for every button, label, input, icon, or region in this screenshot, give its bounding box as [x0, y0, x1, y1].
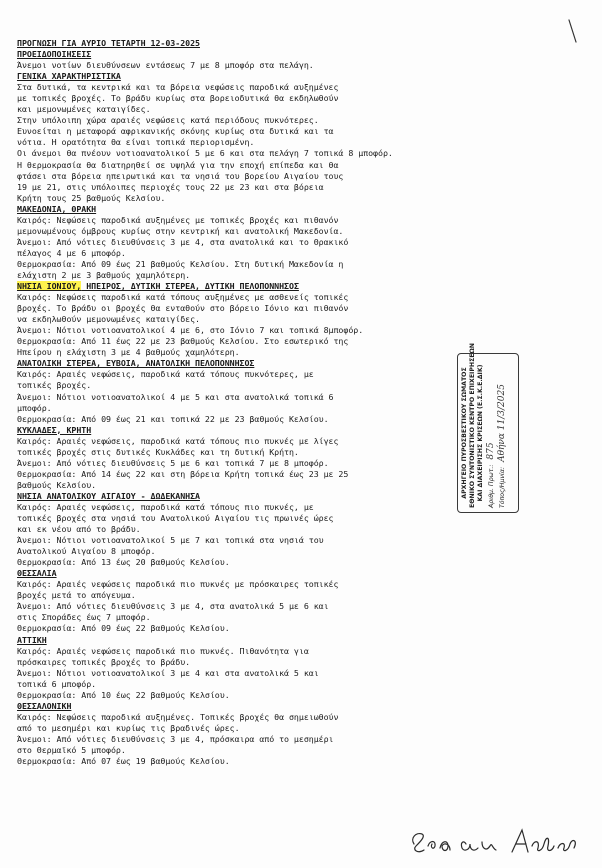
- text-line: Θερμοκρασία: Από 14 έως 22 και στη βόρεια Κρήτη τοπικά έως 23 με 25: [17, 468, 349, 479]
- stamp-protocol-number: [487, 358, 496, 508]
- text-line: Η θερμοκρασία θα διατηρηθεί σε υψηλά για την εποχή επίπεδα και θα: [17, 159, 339, 170]
- text-line: τοπικές βροχές.: [17, 380, 92, 391]
- text-line: Θερμοκρασία: Από 07 έως 19 βαθμούς Κελσίου.: [17, 756, 230, 767]
- text-line: Καιρός: Νεφώσεις παροδικά κατά τόπους αυξημένες με ασθενείς τοπικές: [17, 292, 349, 303]
- forecast-title: ΠΡΟΓΝΩΣΗ ΓΙΑ ΑΥΡΙΟ ΤΕΤΑΡΤΗ 12-03-2025: [17, 38, 200, 48]
- text-line: στις Σποράδες έως 7 μποφόρ.: [17, 612, 151, 623]
- text-line: Άνεμοι: Νότιοι νοτιοανατολικοί 5 με 7 και τοπικά στα νησιά του: [17, 535, 324, 546]
- region-block: [17, 568, 457, 634]
- text-line: από το μεσημέρι και κυρίως τις βραδινές ώρες.: [17, 722, 240, 733]
- stamp-line-1: ΑΡΧΗΓΕΙΟ ΠΥΡΟΣΒΕΣΤΙΚΟΥ ΣΩΜΑΤΟΣ: [461, 367, 468, 499]
- text-line: βροχές. Το βράδυ οι βροχές θα ενταθούν στο βόρειο Ιόνιο και πιθανόν: [17, 303, 349, 314]
- region-block: [17, 281, 457, 358]
- text-line: Ευνοείται η μεταφορά αφρικανικής σκόνης κυρίως στα δυτικά και τα: [17, 126, 334, 137]
- text-line: Θερμοκρασία: Από 11 έως 22 με 23 βαθμούς Κελσίου. Στο εσωτερικό της: [17, 336, 349, 347]
- text-line: φτάσει στα βόρεια ηπειρωτικά και τα νησιά του βορείου Αιγαίου τους: [17, 170, 344, 181]
- handwritten-mark: [566, 16, 580, 46]
- text-line: Άνεμοι: Νότιοι νοτιοανατολικοί 4 με 5 και στα ανατολικά τοπικά 6: [17, 391, 334, 402]
- text-line: με τοπικές βροχές. Το βράδυ κυρίως στα βορειοδυτικά θα εκδηλωθούν: [17, 93, 339, 104]
- region-heading: ΚΥΚΛΑΔΕΣ, ΚΡΗΤΗ: [17, 424, 92, 435]
- region-heading: ΘΕΣΣΑΛΙΑ: [17, 568, 57, 579]
- text-line: Άνεμοι: Από νότιες διευθύνσεις 3 με 4, στα ανατολικά 5 με 6 και: [17, 601, 329, 612]
- text-line: Καιρός: Αραιές νεφώσεις παροδικά πιο πυκνές με πρόσκαιρες τοπικές: [17, 579, 339, 590]
- text-line: πέλαγος 4 με 6 μποφόρ.: [17, 247, 126, 258]
- text-line: Καιρός: Νεφώσεις παροδικά αυξημένες. Τοπικές βροχές θα σημειωθούν: [17, 711, 339, 722]
- general-heading: ΓΕΝΙΚΑ ΧΑΡΑΚΤΗΡΙΣΤΙΚΑ: [17, 71, 121, 82]
- stamp-line-3: ΚΑΙ ΔΙΑΧΕΙΡΙΣΗΣ ΚΡΙΣΕΩΝ (Ε.Σ.Κ.Ε.ΔΙΚ): [477, 364, 484, 502]
- regions-section: [17, 204, 457, 767]
- region-block: [17, 358, 457, 424]
- region-heading: ΑΤΤΙΚΗ: [17, 634, 47, 645]
- region-heading: ΝΗΣΙΑ ΑΝΑΤΟΛΙΚΟΥ ΑΙΓΑΙΟΥ - ΔΩΔΕΚΑΝΗΣΑ: [17, 490, 200, 501]
- text-line: ελάχιστη 2 με 3 βαθμούς χαμηλότερη.: [17, 269, 191, 280]
- highlighted-region-name: ΝΗΣΙΑ ΙΟΝΙΟΥ,: [17, 281, 82, 292]
- text-line: Καιρός: Νεφώσεις παροδικά αυξημένες με τοπικές βροχές και πιθανόν: [17, 214, 339, 225]
- stamp-line-2: ΕΘΝΙΚΟ ΣΥΝΤΟΝΙΣΤΙΚΟ ΚΕΝΤΡΟ ΕΠΙΧΕΙΡΗΣΕΩΝ: [469, 343, 476, 508]
- text-line: Άνεμοι: Από νότιες διευθύνσεις 3 με 4, πρόσκαιρα από το μεσημέρι: [17, 733, 334, 744]
- text-line: Θερμοκρασία: Από 09 έως 21 βαθμούς Κελσίου. Στη δυτική Μακεδονία η: [17, 258, 344, 269]
- text-line: Καιρός: Αραιές νεφώσεις παροδικά πιο πυκνές. Πιθανότητα για: [17, 645, 309, 656]
- region-block: [17, 425, 457, 491]
- text-line: Άνεμοι: Νότιοι νοτιοανατολικοί 4 με 6, στο Ιόνιο 7 και τοπικά 8μποφόρ.: [17, 325, 364, 336]
- region-heading: ΜΑΚΕΔΟΝΙΑ, ΘΡΑΚΗ: [17, 203, 97, 214]
- text-line: νότια. Η ορατότητα θα είναι τοπικά περιορισμένη.: [17, 137, 255, 148]
- region-block: [17, 701, 457, 767]
- text-line: Ανατολικού Αιγαίου 8 μποφόρ.: [17, 546, 156, 557]
- warnings-heading: ΠΡΟΕΙΔΟΠΟΙΗΣΕΙΣ: [17, 49, 92, 60]
- text-line: Κρήτη τους 25 βαθμούς Κελσίου.: [17, 192, 166, 203]
- region-block: [17, 204, 457, 281]
- stamp-place-date: [498, 358, 507, 508]
- text-line: τοπικές βροχές στις δυτικές Κυκλάδες και τη δυτική Κρήτη.: [17, 446, 299, 457]
- text-line: Καιρός: Αραιές νεφώσεις, παροδικά κατά τόπους πιο πυκνές, με: [17, 501, 314, 512]
- text-line: Θερμοκρασία: Από 09 έως 21 και τοπικά 22 με 23 βαθμούς Κελσίου.: [17, 413, 329, 424]
- region-heading: [17, 281, 457, 292]
- stamp-number-value: 875: [486, 442, 496, 460]
- text-line: Άνεμοι: Νότιοι νοτιοανατολικοί 3 με 4 και στα ανατολικά 5 και: [17, 667, 319, 678]
- text-line: και εκ νέου από το βράδυ.: [17, 524, 141, 535]
- region-heading-rest: ΗΠΕΙΡΟΣ, ΔΥΤΙΚΗ ΣΤΕΡΕΑ, ΔΥΤΙΚΗ ΠΕΛΟΠΟΝΝΗΣΟΣ: [81, 281, 299, 292]
- warnings-section: [17, 60, 457, 71]
- text-line: Ηπείρου η ελάχιστη 3 με 4 βαθμούς χαμηλότερη.: [17, 347, 240, 358]
- text-line: Στα δυτικά, τα κεντρικά και τα βόρεια νεφώσεις παροδικά αυξημένες: [17, 82, 339, 93]
- text-line: τοπικά 6 μποφόρ.: [17, 678, 97, 689]
- text-line: 19 με 21, στις υπόλοιπες περιοχές τους 22 με 23 και στα βόρεια: [17, 181, 324, 192]
- stamp-place-date-value: Αθήνα 11/3/2025: [497, 384, 507, 462]
- text-line: μεμονωμένους όμβρους κυρίως στην κεντρική και ανατολική Μακεδονία.: [17, 225, 344, 236]
- forecast-document: [17, 38, 457, 767]
- text-line: Άνεμοι: Από νότιες διευθύνσεις 5 με 6 και τοπικά 7 με 8 μποφόρ.: [17, 457, 329, 468]
- stamp-place-date-label: Τόπος/Ημνία:: [499, 466, 506, 508]
- region-heading: ΘΕΣΣΑΛΟΝΙΚΗ: [17, 700, 72, 711]
- text-line: Άνεμοι: Από νότιες διευθύνσεις 3 με 4, στα ανατολικά και το Θρακικό: [17, 236, 349, 247]
- text-line: Καιρός: Αραιές νεφώσεις, παροδικά κατά τόπους πυκνότερες, με: [17, 369, 314, 380]
- text-line: Οι άνεμοι θα πνέουν νοτιοανατολικοί 5 με 6 και στα πελάγη 7 τοπικά 8 μποφόρ.: [17, 148, 393, 159]
- region-heading: ΑΝΑΤΟΛΙΚΗ ΣΤΕΡΕΑ, ΕΥΒΟΙΑ, ΑΝΑΤΟΛΙΚΗ ΠΕΛΟΠΟΝΝΗΣΟΣ: [17, 358, 255, 369]
- handwritten-signature: [408, 822, 584, 862]
- text-line: Θερμοκρασία: Από 13 έως 20 βαθμούς Κελσίου.: [17, 557, 230, 568]
- region-block: [17, 635, 457, 701]
- text-line: και μεμονωμένες καταιγίδες.: [17, 104, 151, 115]
- text-line: Θερμοκρασία: Από 10 έως 22 βαθμούς Κελσίου.: [17, 689, 230, 700]
- text-line: βροχές μετά το απόγευμα.: [17, 590, 136, 601]
- region-block: [17, 491, 457, 568]
- text-line: βαθμούς Κελσίου.: [17, 479, 97, 490]
- text-line: μποφόρ.: [17, 402, 52, 413]
- text-line: να εκδηλωθούν μεμονωμένες καταιγίδες.: [17, 314, 200, 325]
- stamp-number-label: Αριθμ. Πρωτ.:: [488, 464, 495, 508]
- text-line: Καιρός: Αραιές νεφώσεις, παροδικά κατά τόπους πιο πυκνές με λίγες: [17, 435, 339, 446]
- text-line: Θερμοκρασία: Από 09 έως 22 βαθμούς Κελσίου.: [17, 623, 230, 634]
- fire-service-stamp: [457, 343, 519, 513]
- text-line: τοπικές βροχές στα νησιά του Ανατολικού Αιγαίου τις πρωινές ώρες: [17, 513, 334, 524]
- text-line: στο Θερμαϊκό 5 μποφόρ.: [17, 745, 126, 755]
- general-section: [17, 82, 457, 204]
- text-line: πρόσκαιρες τοπικές βροχές το βράδυ.: [17, 656, 191, 667]
- text-line: Στην υπόλοιπη χώρα αραιές νεφώσεις κατά περιόδους πυκνότερες.: [17, 115, 319, 126]
- text-line: Άνεμοι νοτίων διευθύνσεων εντάσεως 7 με 8 μποφόρ στα πελάγη.: [17, 60, 314, 71]
